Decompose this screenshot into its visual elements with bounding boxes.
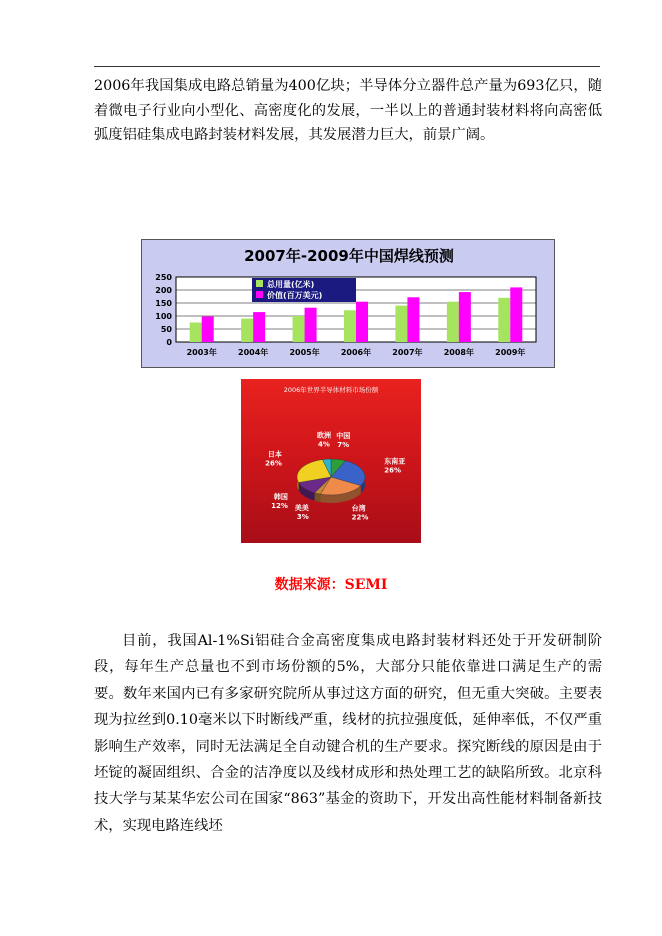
data-source-caption: 数据来源：SEMI [274,577,388,593]
legend [252,278,356,302]
bar-usage [293,316,305,342]
pie-value: 3% [296,512,309,521]
x-tick-label: 2004年 [238,348,269,357]
pie-chart [241,379,421,543]
bar-value [459,292,471,342]
pie-value: 4% [318,440,330,449]
pie-value: 26% [384,466,402,475]
bar-chart [141,239,555,368]
pie-chart-svg [241,379,421,543]
legend-swatch [256,280,263,287]
chart-title: 2007年-2009年中国焊线预测 [244,247,454,265]
header-rule [94,66,600,67]
bar-usage [498,298,510,342]
bar-value [253,312,265,342]
pie-label: 欧洲 [316,431,331,440]
pie-value: 7% [337,440,350,449]
pie-label: 中国 [336,431,351,440]
bar-value [356,302,368,342]
bar-value [305,308,317,342]
pie-label: 东南亚 [384,457,406,466]
legend-label: 总用量(亿米) [267,280,315,289]
y-tick-label: 200 [155,286,172,295]
y-tick-label: 150 [155,299,172,308]
bar-usage [344,310,356,342]
pie-label: 韩国 [273,493,288,502]
pie-value: 26% [265,459,282,468]
y-tick-label: 100 [155,312,172,321]
bar-usage [447,302,459,342]
x-tick-label: 2005年 [289,348,320,357]
bar-value [510,287,522,342]
pie-slice-side [315,493,321,502]
y-tick-label: 50 [160,325,172,334]
y-tick-label: 250 [155,273,172,282]
intro-paragraph: 2006年我国集成电路总销量为400亿块；半导体分立器件总产量为693亿只，随着微电子行业向小型化、高密度化的发展，一半以上的普通封装材料将向高密低弧度铝硅集成电路封装材料发展，其发展潜力巨大，前景广阔。 [94,78,602,143]
x-tick-label: 2009年 [495,348,526,357]
pie-label: 台湾 [351,504,366,513]
bar-chart-svg [142,240,556,369]
y-tick-label: 0 [166,338,172,347]
x-tick-label: 2003年 [186,348,217,357]
x-tick-label: 2008年 [443,348,474,357]
bar-usage [190,323,202,343]
bar-value [407,297,419,342]
x-tick-label: 2007年 [392,348,423,357]
pie-title: 2006年世界半导体材料市场份额 [283,386,379,394]
bar-usage [395,306,407,342]
x-tick-label: 2006年 [340,348,372,357]
pie-label: 日本 [267,450,282,459]
pie-label: 美美 [294,503,309,512]
bar-value [202,317,214,342]
body-paragraph: 目前，我国Al-1%Si铝硅合金高密度集成电路封装材料还处于开发研制阶段，每年生产总量也不到市场份额的5%，大部分只能依靠进口满足生产的需要。数年来国内已有多家研究院所从事过这方面的研究，但无重大突破。主要表现为拉丝到0.10毫米以下时断线严重，线材的抗拉强度低，延伸率低，不仅严重影响生产效率，同时无法满足全自动键合机的生产要求。探究断线的原因是由于坯锭的凝固组织、合金的洁净度以及线材成形和热处理工艺的缺陷所致。北京科技大学与某某华宏公司在国家“863”基金的资助下，开发出高性能材料制备新技术，实现电路连线坯 [94,633,602,834]
legend-swatch [256,291,263,298]
legend-label: 价值(百万美元) [267,291,323,300]
pie-value: 22% [351,513,369,522]
pie-value: 12% [271,502,288,511]
bar-usage [241,319,253,342]
